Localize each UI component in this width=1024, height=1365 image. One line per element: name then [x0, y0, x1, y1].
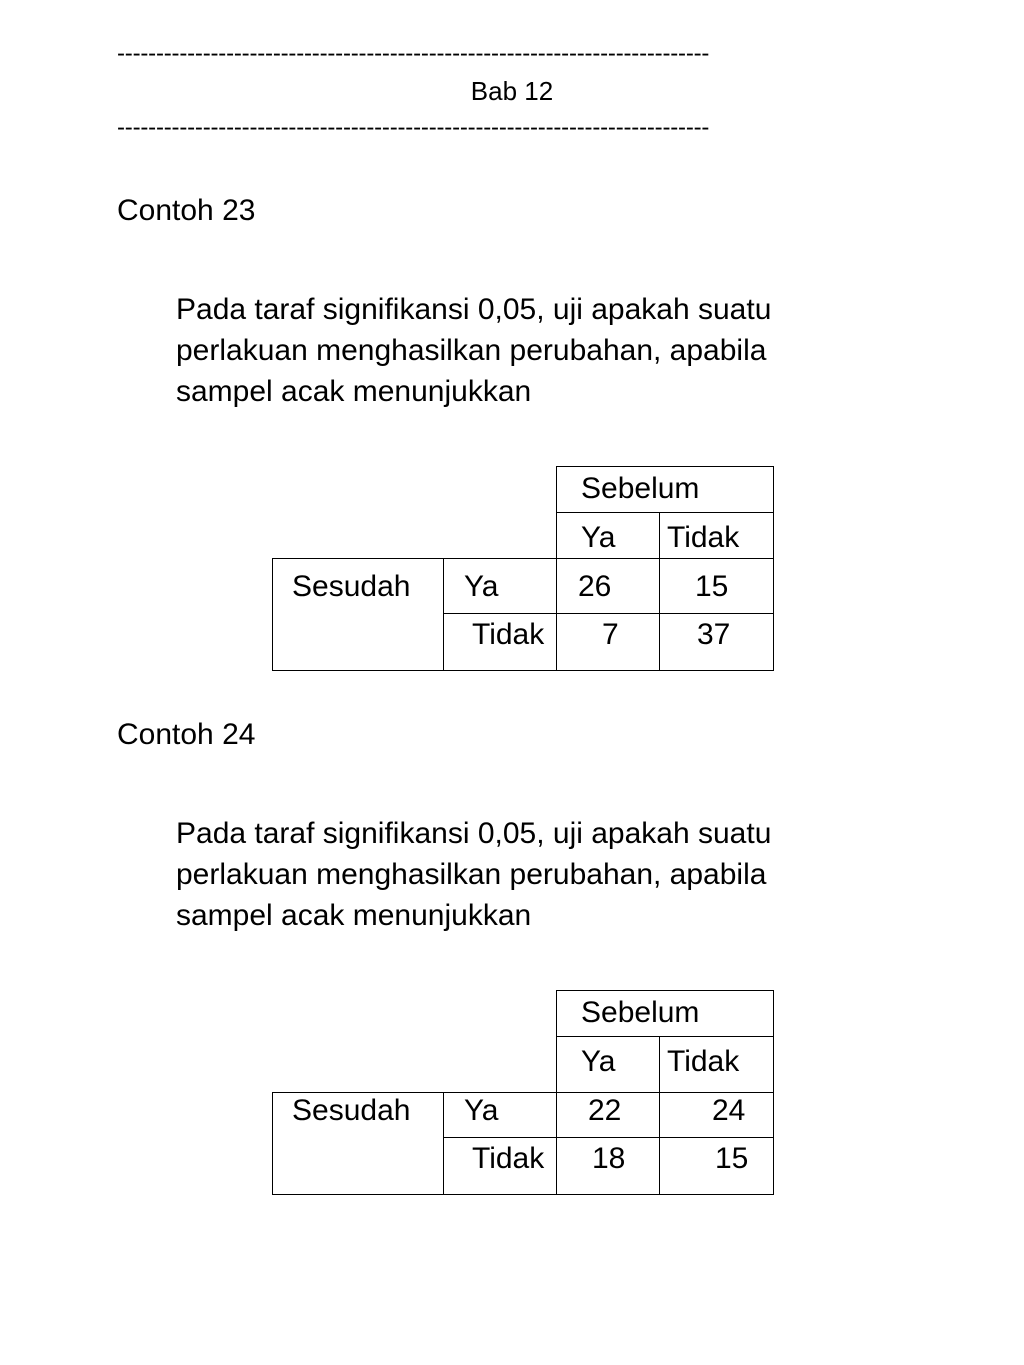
- table-border: [272, 558, 273, 671]
- problem-line: perlakuan menghasilkan perubahan, apabila: [176, 858, 767, 891]
- table-border: [659, 1036, 660, 1195]
- table-border: [556, 512, 774, 513]
- table-border: [556, 466, 557, 671]
- row-header-tidak: Tidak: [472, 1142, 545, 1175]
- table-value: 37: [697, 618, 731, 651]
- problem-text-24: [176, 813, 936, 936]
- col-header-ya: Ya: [581, 1045, 616, 1078]
- problem-line: Pada taraf signifikansi 0,05, uji apakah suatu: [176, 293, 772, 326]
- example-title-23: Contoh 23: [117, 194, 256, 227]
- col-header-tidak: Tidak: [667, 521, 740, 554]
- contingency-table-24: [272, 990, 774, 1195]
- table-border: [556, 1036, 774, 1037]
- table-border: [272, 1092, 774, 1093]
- problem-line: perlakuan menghasilkan perubahan, apabila: [176, 334, 767, 367]
- table-border: [443, 1137, 774, 1138]
- row-group-header: Sesudah: [292, 1094, 411, 1127]
- table-border: [773, 466, 774, 671]
- chapter-title: Bab 12: [470, 76, 554, 106]
- col-header-tidak: Tidak: [667, 1045, 740, 1078]
- problem-line: sampel acak menunjukkan: [176, 375, 532, 408]
- table-border: [443, 1092, 444, 1195]
- problem-line: sampel acak menunjukkan: [176, 899, 532, 932]
- row-header-ya: Ya: [464, 1094, 499, 1127]
- problem-line: Pada taraf signifikansi 0,05, uji apakah suatu: [176, 817, 772, 850]
- table-border: [272, 1194, 774, 1195]
- problem-text-23: [176, 289, 936, 412]
- table-value: 15: [715, 1142, 749, 1175]
- contingency-table-23: [272, 466, 774, 671]
- example-title-24: Contoh 24: [117, 718, 256, 751]
- col-group-header: Sebelum: [581, 996, 700, 1029]
- table-border: [556, 990, 774, 991]
- table-value: 22: [588, 1094, 622, 1127]
- table-value: 15: [695, 570, 729, 603]
- col-header-ya: Ya: [581, 521, 616, 554]
- table-border: [443, 558, 444, 671]
- row-header-tidak: Tidak: [472, 618, 545, 651]
- table-value: 18: [592, 1142, 626, 1175]
- col-group-header: Sebelum: [581, 472, 700, 505]
- table-value: 24: [712, 1094, 746, 1127]
- table-border: [272, 1092, 273, 1195]
- header-divider-bottom: ----------------------------------------------------------------------------: [117, 116, 710, 140]
- table-value: 7: [602, 618, 619, 651]
- table-border: [556, 466, 774, 467]
- table-border: [659, 512, 660, 671]
- row-group-header: Sesudah: [292, 570, 411, 603]
- table-border: [272, 670, 774, 671]
- table-value: 26: [578, 570, 612, 603]
- header-divider-top: ----------------------------------------------------------------------------: [117, 42, 710, 66]
- table-border: [443, 613, 774, 614]
- row-header-ya: Ya: [464, 570, 499, 603]
- table-border: [272, 558, 774, 559]
